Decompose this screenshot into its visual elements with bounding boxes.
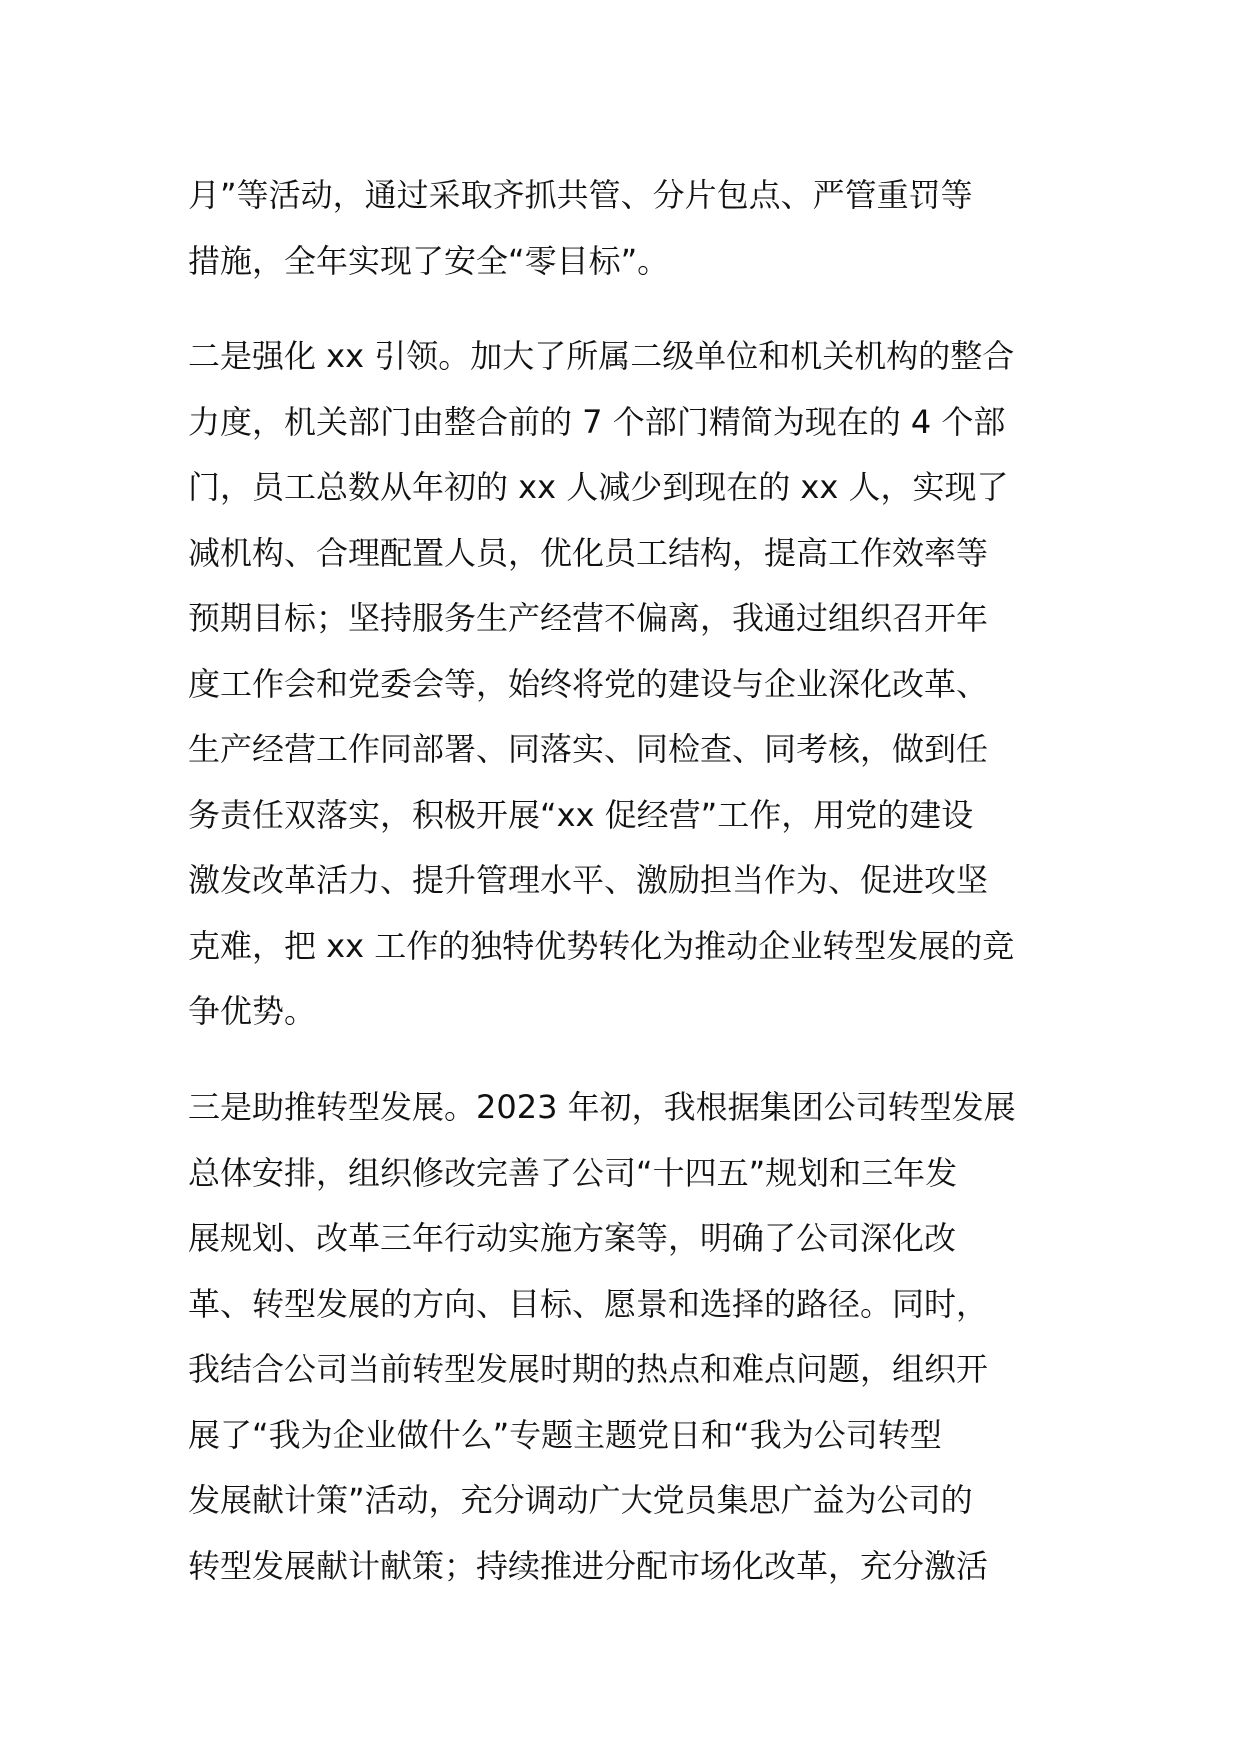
text-line: 革、转型发展的方向、目标、愿景和选择的路径。同时， <box>188 1284 989 1323</box>
text-line: 二是强化 xx 引领。加大了所属二级单位和机关机构的整合 <box>188 337 1015 375</box>
paragraph-safety-summary <box>188 163 1068 294</box>
text-line: 门，员工总数从年初的 xx 人减少到现在的 xx 人，实现了 <box>188 468 1009 506</box>
text-line: 总体安排，组织修改完善了公司“十四五”规划和三年发 <box>188 1153 958 1192</box>
text-line: 发展献计策”活动，充分调动广大党员集思广益为公司的 <box>188 1481 973 1519</box>
paragraph-strengthen-leadership <box>188 324 1068 1045</box>
text-line: 度工作会和党委会等，始终将党的建设与企业深化改革、 <box>188 664 989 703</box>
text-line: 展了“我为企业做什么”专题主题党日和“我为公司转型 <box>188 1415 942 1454</box>
text-line: 措施，全年实现了安全“零目标”。 <box>188 241 670 280</box>
text-line: 展规划、改革三年行动实施方案等，明确了公司深化改 <box>188 1219 957 1257</box>
paragraph-promote-transformation <box>188 1075 1068 1599</box>
text-line: 务责任双落实，积极开展“xx 促经营”工作，用党的建设 <box>188 795 974 834</box>
text-line: 我结合公司当前转型发展时期的热点和难点问题，组织开 <box>188 1350 989 1388</box>
text-line: 克难，把 xx 工作的独特优势转化为推动企业转型发展的竞 <box>188 926 1015 965</box>
text-line: 三是助推转型发展。2023 年初，我根据集团公司转型发展 <box>188 1088 1016 1126</box>
text-line: 生产经营工作同部署、同落实、同检查、同考核，做到任 <box>188 730 989 768</box>
text-line: 预期目标；坚持服务生产经营不偏离，我通过组织召开年 <box>188 599 989 637</box>
text-line: 争优势。 <box>188 992 317 1030</box>
text-line: 力度，机关部门由整合前的 7 个部门精简为现在的 4 个部 <box>188 402 1006 441</box>
text-line: 减机构、合理配置人员，优化员工结构，提高工作效率等 <box>188 533 989 572</box>
text-line: 激发改革活力、提升管理水平、激励担当作为、促进攻坚 <box>188 861 989 899</box>
text-line: 转型发展献计献策；持续推进分配市场化改革，充分激活 <box>188 1546 989 1585</box>
text-line: 月”等活动，通过采取齐抓共管、分片包点、严管重罚等 <box>188 176 973 214</box>
